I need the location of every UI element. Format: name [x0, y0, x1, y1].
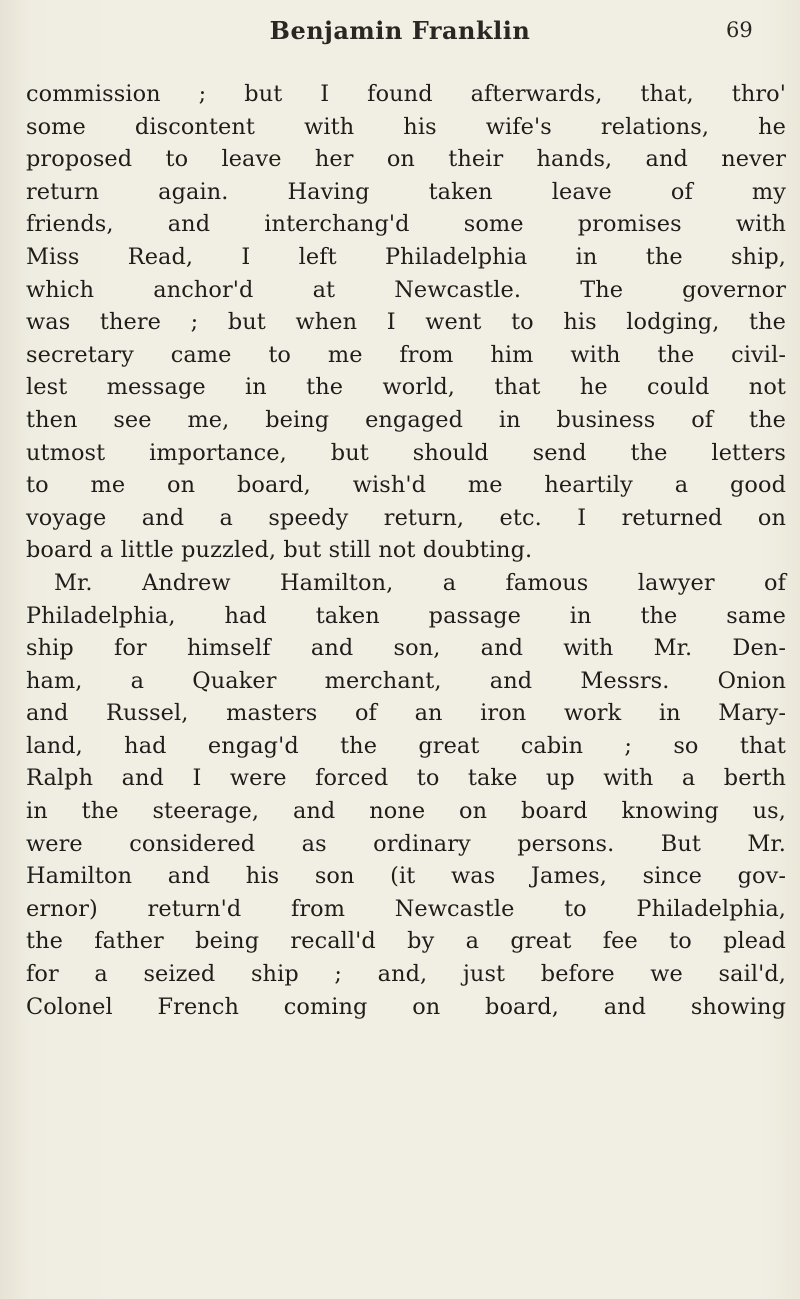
running-title: Benjamin Franklin	[269, 16, 531, 45]
text-line: Philadelphia, had taken passage in the same	[26, 602, 786, 629]
text-line: secretary came to me from him with the civil-	[26, 341, 786, 368]
text-line: return again. Having taken leave of my	[26, 178, 786, 205]
text-line: Miss Read, I left Philadelphia in the ship,	[26, 243, 786, 270]
text-line: was there ; but when I went to his lodging, the	[26, 309, 786, 336]
body-text	[26, 78, 786, 1023]
text-line: utmost importance, but should send the letters	[26, 439, 786, 466]
text-line: and Russel, masters of an iron work in Mary-	[26, 700, 786, 727]
text-line: commission ; but I found afterwards, that, thro'	[26, 81, 786, 107]
text-line: the father being recall'd by a great fee to plead	[26, 928, 786, 955]
text-line: proposed to leave her on their hands, and never	[26, 146, 786, 173]
text-line: some discontent with his wife's relations, he	[26, 113, 786, 140]
text-line: land, had engag'd the great cabin ; so that	[26, 732, 786, 759]
text-line: friends, and interchang'd some promises with	[26, 211, 786, 238]
text-line: to me on board, wish'd me heartily a good	[26, 472, 786, 499]
page-number: 69	[726, 18, 753, 42]
text-line: ship for himself and son, and with Mr. Den-	[26, 635, 786, 662]
text-line: Colonel French coming on board, and showing	[26, 993, 786, 1020]
text-line: ernor) return'd from Newcastle to Philadelphia,	[26, 895, 786, 922]
text-line: Hamilton and his son (it was James, since gov-	[26, 863, 786, 890]
text-line: board a little puzzled, but still not doubting.	[26, 537, 533, 564]
text-line: voyage and a speedy return, etc. I returned on	[26, 504, 786, 531]
text-line: ham, a Quaker merchant, and Messrs. Onion	[26, 667, 786, 694]
text-line: for a seized ship ; and, just before we sail'd,	[26, 961, 786, 988]
text-line: lest message in the world, that he could not	[26, 374, 786, 401]
text-line: Ralph and I were forced to take up with a berth	[26, 765, 786, 792]
text-line: which anchor'd at Newcastle. The governor	[26, 276, 786, 303]
running-head	[0, 14, 800, 54]
text-line: in the steerage, and none on board knowing us,	[26, 798, 786, 825]
text-line: then see me, being engaged in business of the	[26, 406, 786, 433]
text-line: Mr. Andrew Hamilton, a famous lawyer of	[54, 569, 786, 596]
text-line: were considered as ordinary persons. But Mr.	[26, 830, 786, 857]
